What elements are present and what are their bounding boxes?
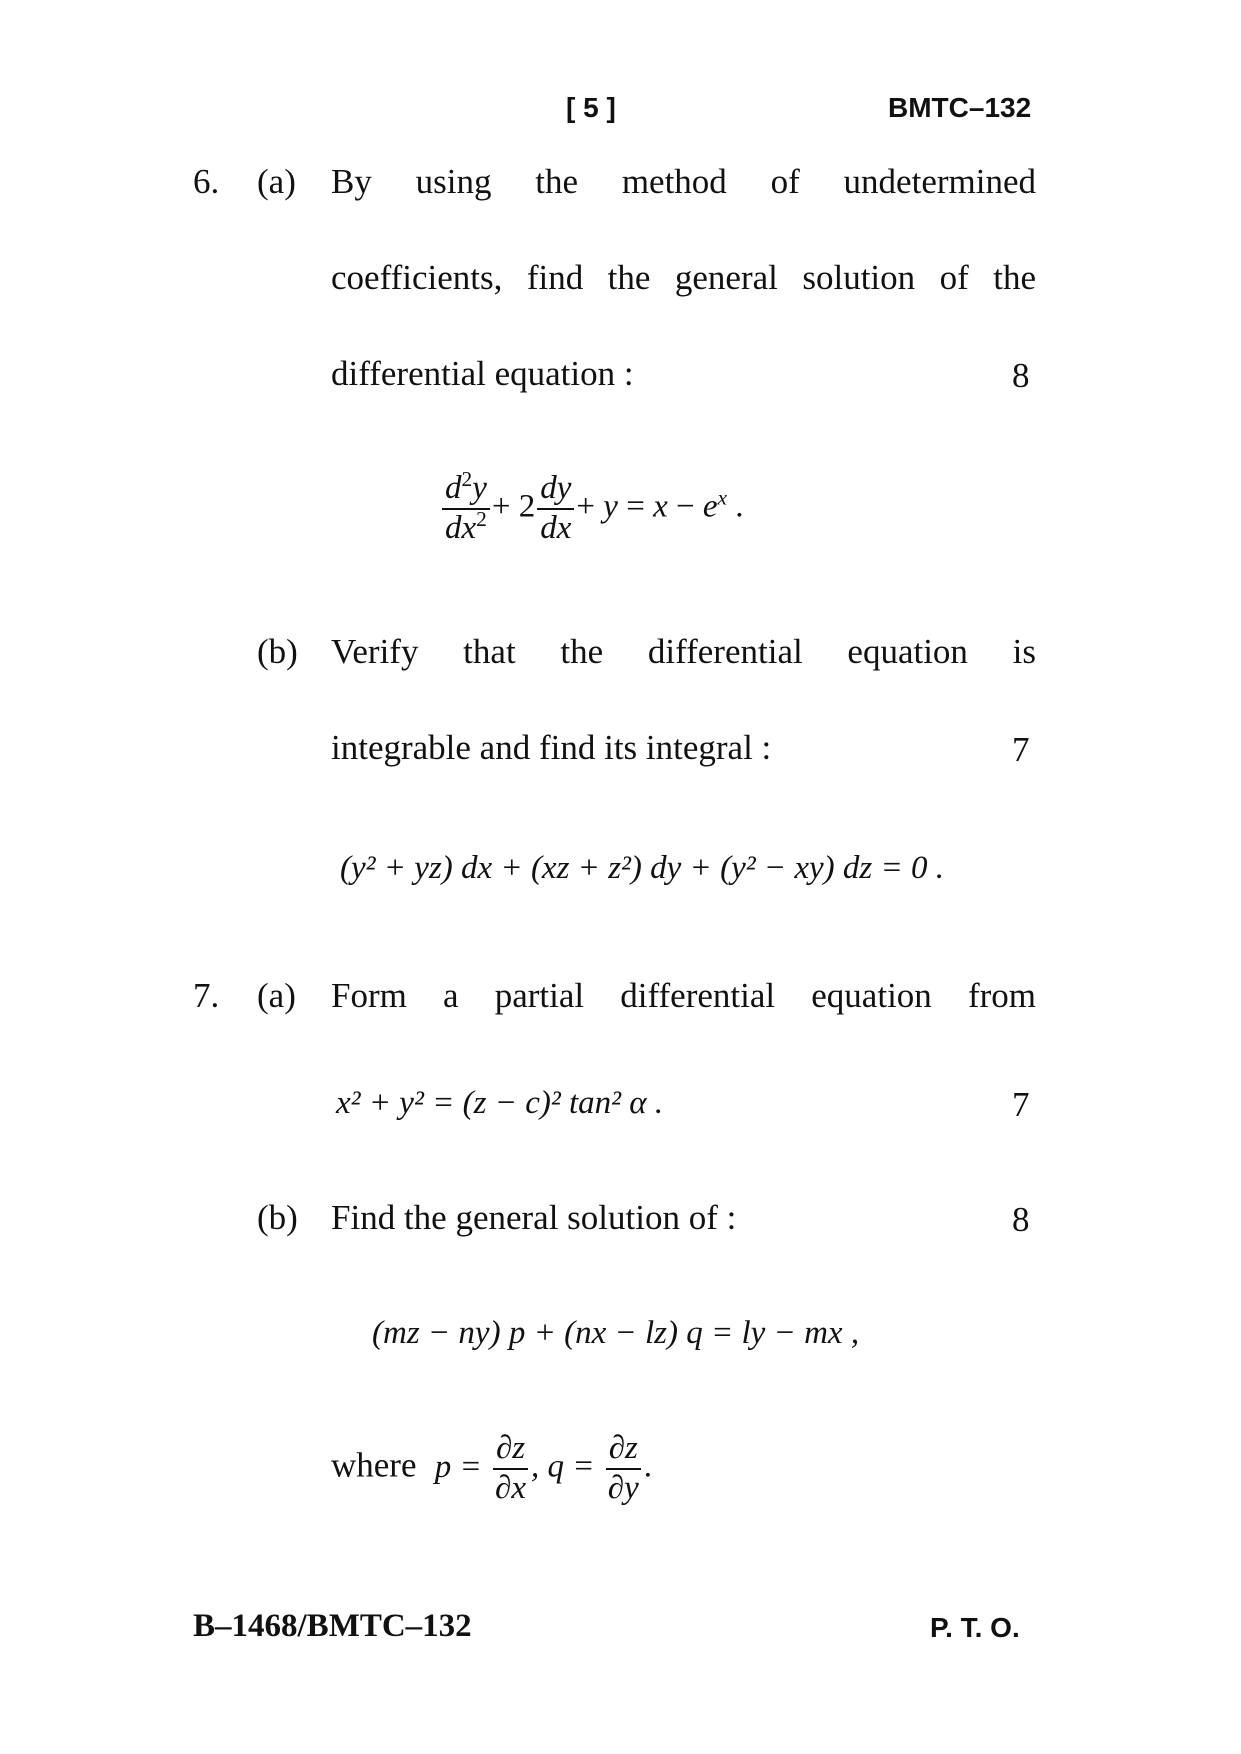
q6b-marks: 7 [1012,730,1030,769]
q7-number: 7. [193,976,220,1015]
page-number: [ 5 ] [566,92,616,123]
q6a-label: (a) [257,162,296,201]
q6a-line3: differential equation : [331,354,634,393]
d2y-dx2-fraction: $\frac{d^2y}{dx^2}$ [442,470,490,548]
q7a-line1: Form a partial differential equation from [331,976,1036,1015]
q6b-line2: integrable and find its integral : [331,728,772,767]
q7b-line1: Find the general solution of : [331,1198,737,1237]
q7b-label: (b) [257,1198,298,1237]
q7b-where-clause: where p = $\frac{\partial z}{\partial x}$ , q = $\frac{\partial z}{\partial y}$ . [331,1430,653,1506]
q6b-line1: Verify that the differential equation is [331,632,1036,671]
q7b-marks: 8 [1012,1200,1030,1239]
dz-dx-fraction: $\frac{\partial z}{\partial x}$ [492,1430,529,1508]
dy-dx-fraction: $\frac{dy}{dx}$ [537,470,574,548]
q6-number: 6. [193,162,220,201]
q6a-line2: coefficients, find the general solution of the [331,258,1036,297]
q7a-marks: 7 [1012,1085,1030,1124]
q6a-equation: $\frac{d^2y}{dx^2}$ + 2 $\frac{dy}{dx}$ + $y = x - e^x$ . [440,470,744,548]
footer-code: B–1468/BMTC–132 [193,1608,472,1644]
footer-pto: P. T. O. [930,1612,1020,1643]
q7a-label: (a) [257,976,296,1015]
q6b-label: (b) [257,632,298,671]
q7a-equation: x² + y² = (z − c)² tan² α . [336,1085,664,1121]
q7b-equation: (mz − ny) p + (nx − lz) q = ly − mx , [372,1315,860,1351]
q6b-equation: (y² + yz) dx + (xz + z²) dy + (y² − xy) dz = 0 . [340,850,945,886]
dz-dy-fraction: $\frac{\partial z}{\partial y}$ [605,1430,642,1508]
q6a-line1: By using the method of undetermined [331,162,1036,201]
q6a-marks: 8 [1012,356,1030,395]
paper-code: BMTC–132 [888,92,1032,123]
